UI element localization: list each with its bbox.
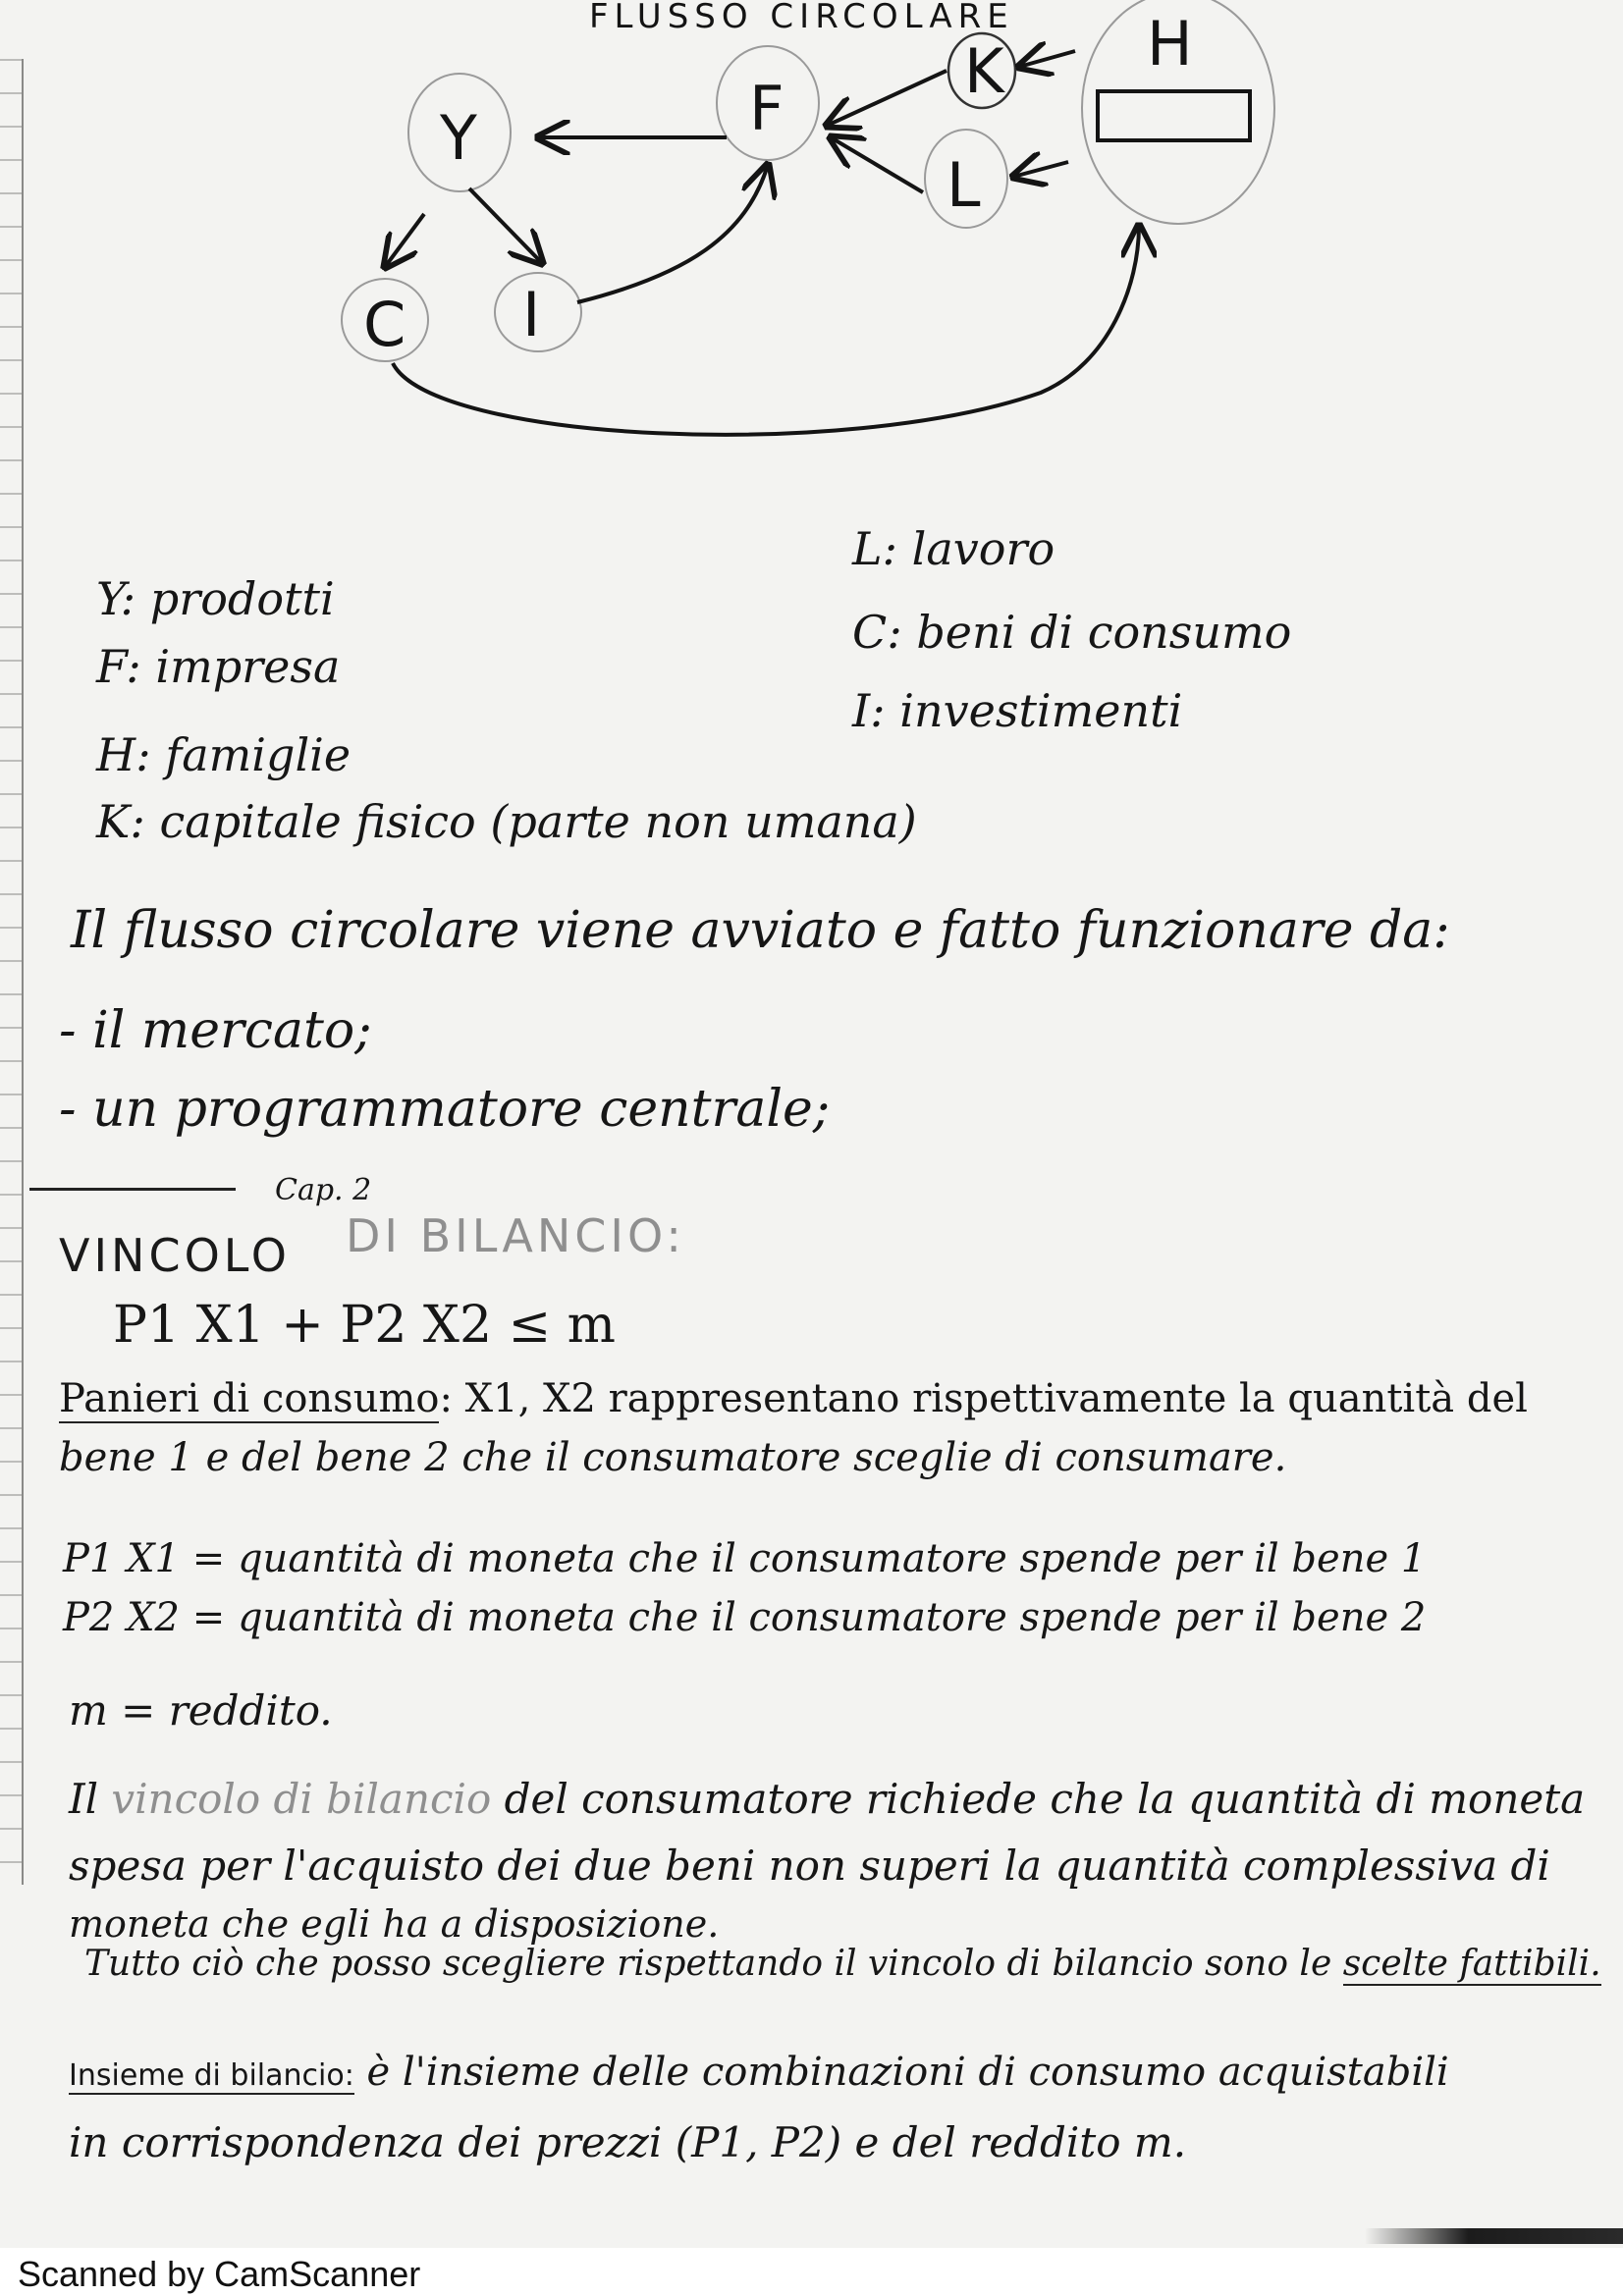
arrow-k-to-f [827, 71, 947, 126]
definition-p1x1: P1 X1 = quantità di moneta che il consumatore spende per il bene 1 [63, 1536, 1427, 1581]
arrow-y-to-c [385, 214, 424, 267]
legend-l: L: lavoro [852, 522, 1055, 575]
panieri-line-1 [59, 1376, 1528, 1421]
vincolo-line-4 [84, 1944, 1601, 1984]
vincolo-line-1 [69, 1775, 1585, 1823]
node-c-label: C [363, 289, 406, 360]
node-y-label: Y [440, 102, 477, 174]
budget-formula: P1 X1 + P2 X2 ≤ m [113, 1296, 616, 1355]
scelte-fattibili: scelte fattibili. [1342, 1944, 1601, 1984]
legend-f: F: impresa [96, 640, 341, 693]
household-box [1098, 91, 1250, 140]
arrow-c-to-h [393, 226, 1139, 435]
vincolo-line1-rest: del consumatore richiede che la quantità di moneta [504, 1775, 1586, 1823]
definition-m: m = reddito. [69, 1686, 333, 1735]
circular-flow-diagram [0, 0, 1623, 471]
node-l-label: L [947, 149, 981, 221]
node-h-label: H [1147, 8, 1193, 80]
vincolo-term: vincolo di bilancio [111, 1775, 492, 1823]
insieme-line-2: in corrispondenza dei prezzi (P1, P2) e del reddito m. [69, 2118, 1187, 2166]
panieri-line2-rest: e del bene 2 che il consumatore sceglie di consumare. [192, 1435, 1287, 1480]
legend-c: C: beni di consumo [852, 606, 1292, 659]
legend-k: K: capitale fisico (parte non umana) [96, 795, 917, 848]
section-divider [29, 1188, 236, 1191]
legend-y: Y: prodotti [96, 572, 335, 625]
insieme-line1-rest: è l'insieme delle combinazioni di consumo acquistabili [366, 2050, 1449, 2095]
node-f-label: F [749, 73, 784, 144]
node-i-label: I [522, 279, 541, 350]
panieri-term: Panieri di consumo [59, 1376, 440, 1421]
scanner-watermark: Scanned by CamScanner [18, 2254, 421, 2294]
arrow-i-to-f [577, 165, 768, 302]
node-k-label: K [964, 35, 1004, 107]
intro-sentence: Il flusso circolare viene avviato e fatto funzionare da: [71, 901, 1450, 960]
vincolo-line-3: moneta che egli ha a disposizione. [69, 1902, 720, 1946]
arrow-h-to-l [1013, 162, 1068, 177]
chapter-note: Cap. 2 [275, 1173, 372, 1207]
intro-item-planner: - un programmatore centrale; [59, 1080, 831, 1139]
panieri-line-2 [59, 1435, 1286, 1480]
chapter-title-part1: VINCOLO [59, 1229, 291, 1282]
arrow-y-to-i [469, 188, 542, 263]
insieme-term: Insieme di bilancio: [69, 2058, 354, 2093]
panieri-line1-rest: : X1, X2 rappresentano rispettivamente la quantità del [439, 1376, 1528, 1421]
intro-item-market: - il mercato; [59, 1001, 372, 1060]
insieme-line-1 [69, 2050, 1449, 2095]
scan-edge-shadow [1365, 2228, 1623, 2244]
vincolo-line-2: spesa per l'acquisto dei due beni non superi la quantità complessiva di [69, 1842, 1550, 1890]
legend-i: I: investimenti [852, 684, 1183, 737]
vincolo-line1-start: Il [69, 1775, 99, 1823]
arrow-l-to-f [831, 137, 923, 192]
legend-h: H: famiglie [96, 728, 352, 781]
diagram-title: FLUSSO CIRCOLARE [589, 0, 1014, 36]
panieri-line2-start: bene 1 [59, 1435, 193, 1480]
vincolo-line4-start: Tutto ciò che posso scegliere rispettando il vincolo di bilancio sono le [84, 1944, 1332, 1984]
arrow-h-to-k [1019, 51, 1075, 67]
definition-p2x2: P2 X2 = quantità di moneta che il consumatore spende per il bene 2 [63, 1595, 1427, 1640]
chapter-title-part2: DI BILANCIO: [346, 1209, 685, 1262]
